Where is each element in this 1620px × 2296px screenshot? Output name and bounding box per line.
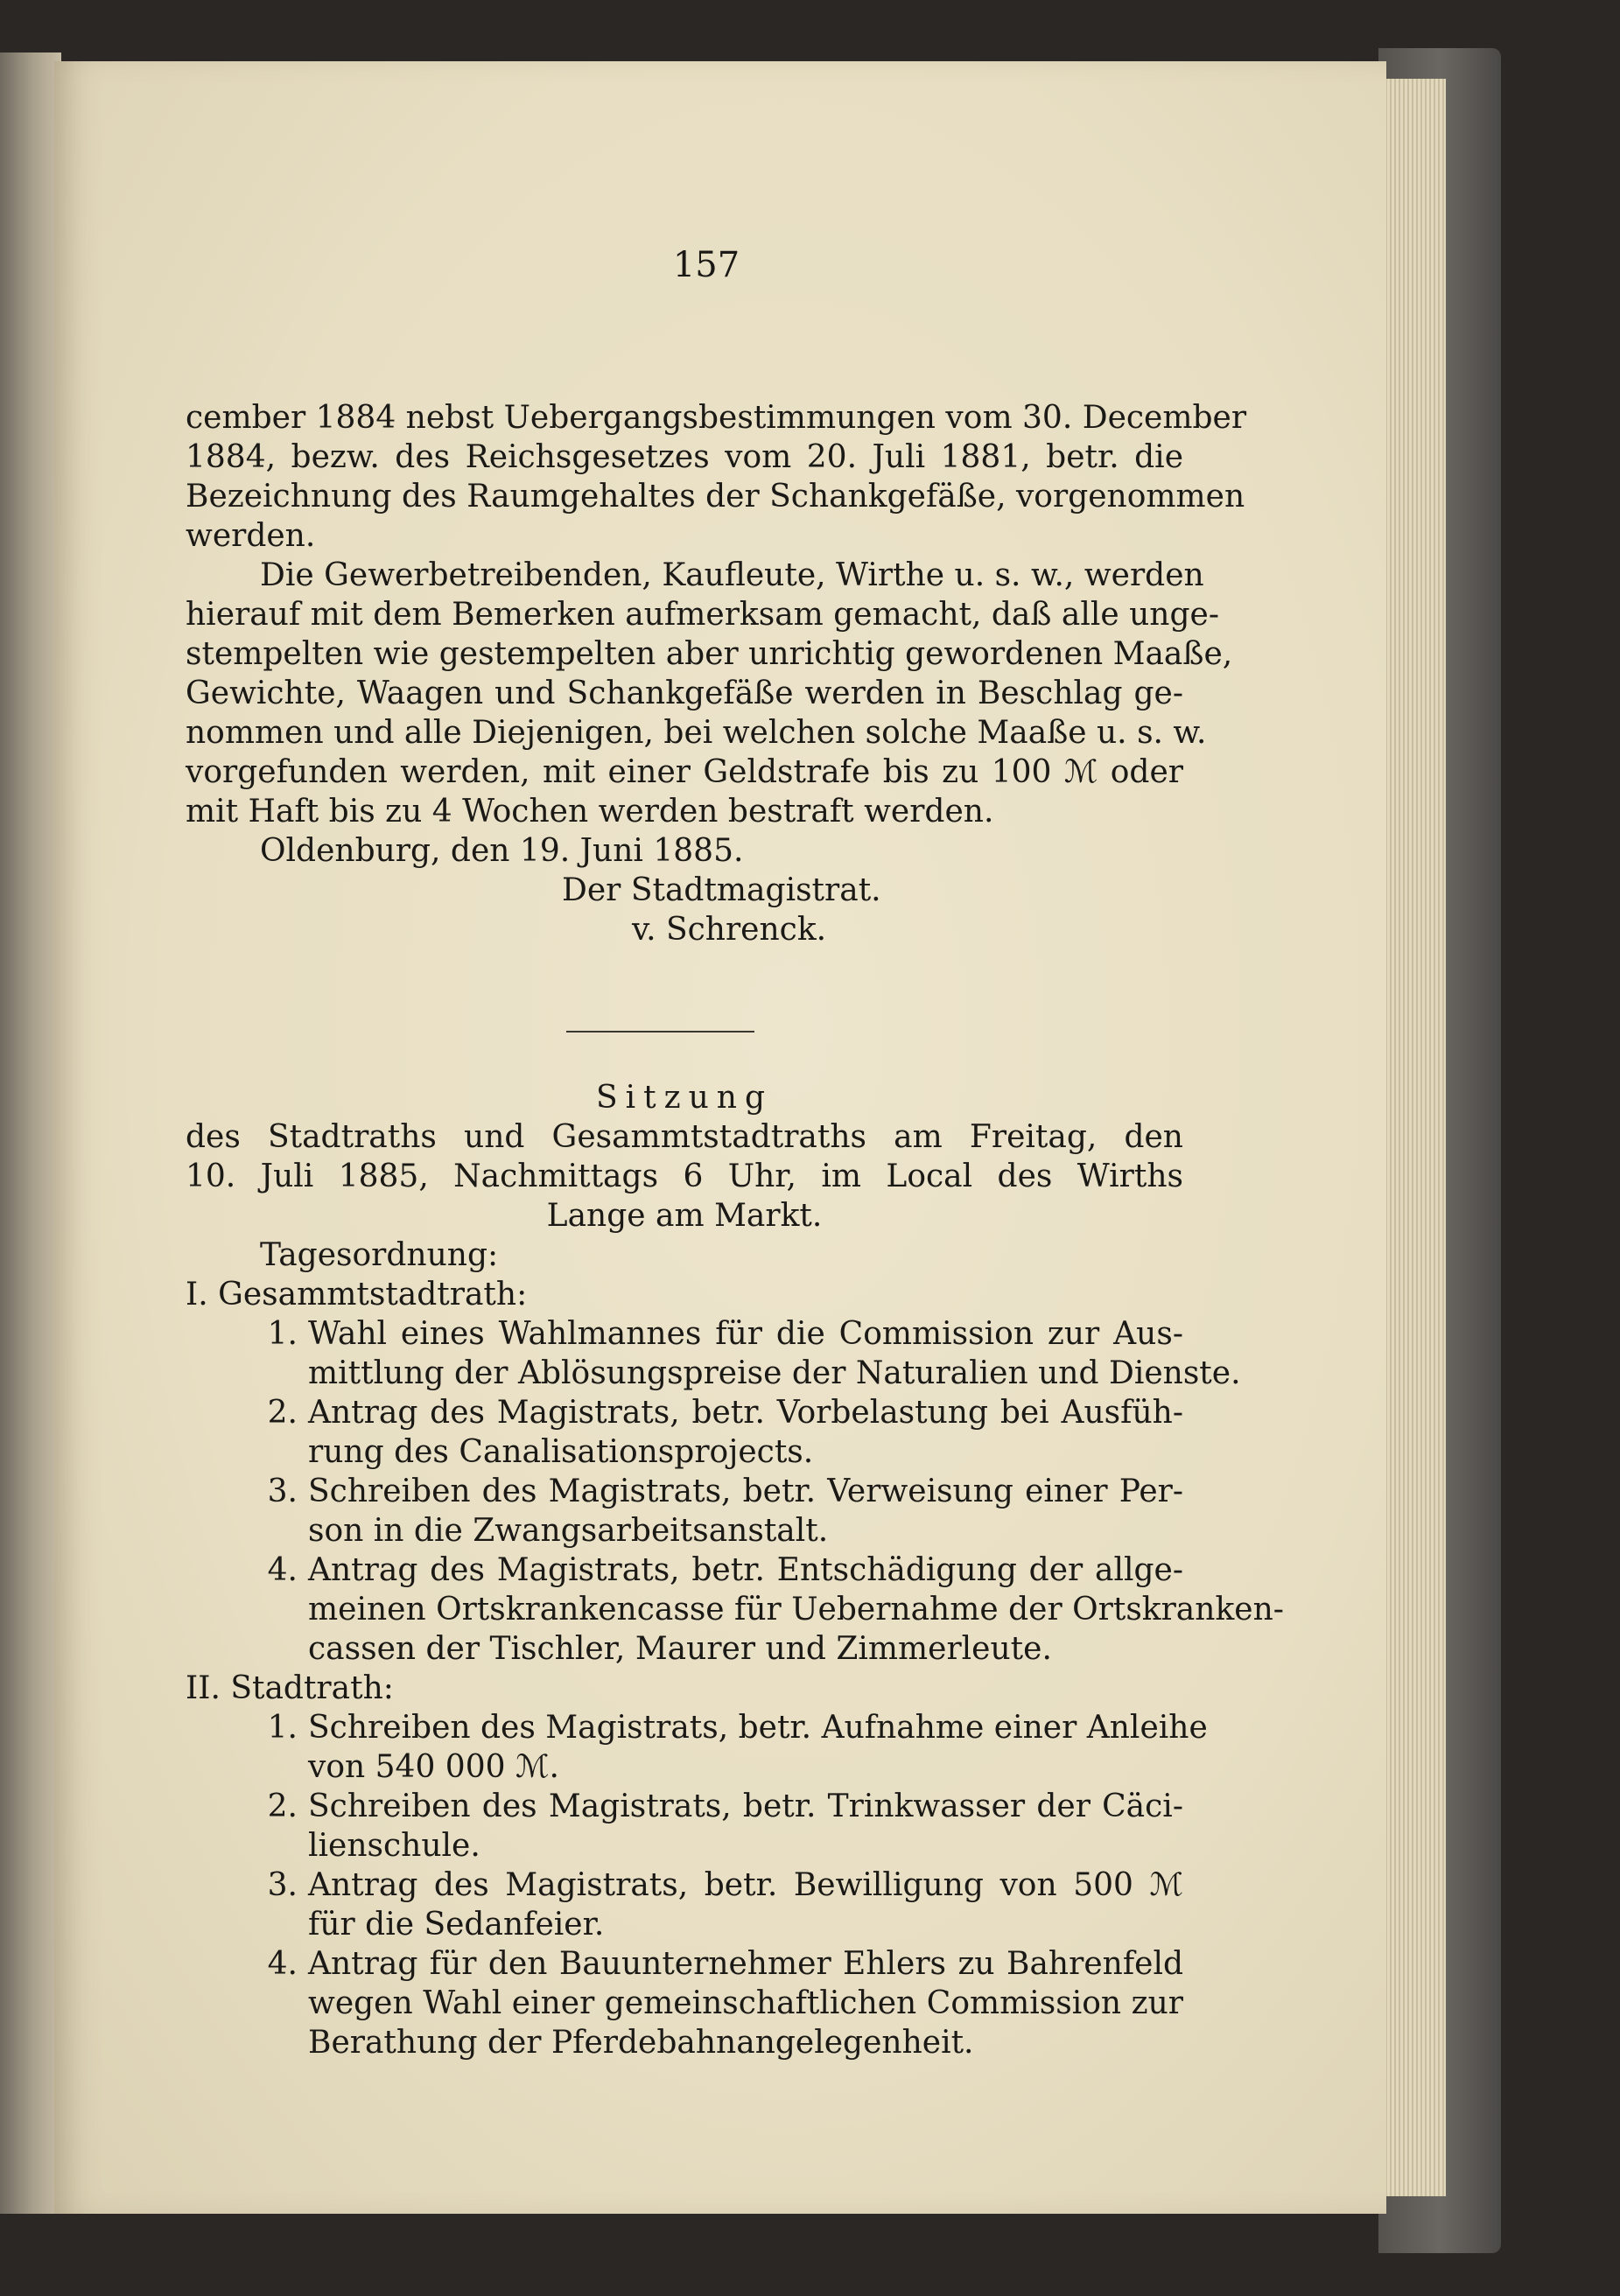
agenda-item bbox=[186, 1787, 1183, 1866]
agenda-item-number: 2. bbox=[267, 1395, 298, 1431]
agenda-item-number: 3. bbox=[267, 1867, 298, 1903]
agenda-item-line: Schreiben des Magistrats, betr. Verweisung einer Per- bbox=[308, 1474, 1183, 1509]
notice-line: Gewichte, Waagen und Schankgefäße werden in Beschlag ge- bbox=[186, 676, 1183, 711]
notice-line: 1884, bezw. des Reichsgesetzes vom 20. Juli 1881, betr. die bbox=[186, 439, 1183, 475]
agenda-item-line: von 540 000 ℳ. bbox=[308, 1749, 559, 1785]
agenda-item-line: wegen Wahl einer gemeinschaftlichen Commission zur bbox=[308, 1985, 1183, 2021]
agenda-list bbox=[186, 1314, 1284, 1669]
notice-line: cember 1884 nebst Uebergangsbestimmungen vom 30. December bbox=[186, 400, 1247, 436]
agenda-item-number: 3. bbox=[267, 1474, 298, 1509]
agenda-item bbox=[186, 1314, 1241, 1393]
agenda-item-line: Antrag des Magistrats, betr. Vorbelastung bei Ausfüh- bbox=[308, 1395, 1183, 1431]
agenda-item-line: Schreiben des Magistrats, betr. Trinkwasser der Cäci- bbox=[308, 1788, 1183, 1824]
agenda-item bbox=[186, 1708, 1208, 1787]
agenda-item-line: Berathung der Pferdebahnangelegenheit. bbox=[308, 2025, 974, 2061]
signatory: v. Schrenck. bbox=[632, 912, 827, 948]
session-intro-line: Lange am Markt. bbox=[546, 1198, 823, 1234]
agenda-item-number: 1. bbox=[267, 1316, 298, 1352]
notice-line: Die Gewerbetreibenden, Kaufleute, Wirthe u. s. w., werden bbox=[260, 557, 1204, 593]
session-intro-line: 10. Juli 1885, Nachmittags 6 Uhr, im Local des Wirths bbox=[186, 1158, 1183, 1194]
agenda-item-line: für die Sedanfeier. bbox=[308, 1907, 605, 1942]
book-page bbox=[54, 61, 1386, 2214]
agenda-item-line: lienschule. bbox=[308, 1828, 480, 1864]
agenda-item-line: Antrag für den Bauunternehmer Ehlers zu Bahrenfeld bbox=[308, 1946, 1183, 1982]
session-text bbox=[186, 1078, 1284, 2062]
page-number: 157 bbox=[672, 245, 740, 285]
agenda-item-line: Schreiben des Magistrats, betr. Aufnahme einer Anleihe bbox=[308, 1710, 1208, 1746]
agenda-item-line: Wahl eines Wahlmannes für die Commission zur Aus- bbox=[308, 1316, 1183, 1352]
authority: Der Stadtmagistrat. bbox=[562, 872, 881, 908]
session-intro-line: des Stadtraths und Gesammtstadtraths am Freitag, den bbox=[186, 1119, 1183, 1155]
place-date: Oldenburg, den 19. Juni 1885. bbox=[260, 833, 744, 869]
notice-line: hierauf mit dem Bemerken aufmerksam gemacht, daß alle unge- bbox=[186, 597, 1220, 633]
agenda-item-number: 2. bbox=[267, 1788, 298, 1824]
agenda-item-line: meinen Ortskrankencasse für Uebernahme der Ortskranken- bbox=[308, 1592, 1284, 1628]
notice-line: vorgefunden werden, mit einer Geldstrafe bis zu 100 ℳ oder bbox=[186, 754, 1183, 790]
agenda-item bbox=[186, 1866, 1183, 1944]
agenda-item-line: Antrag des Magistrats, betr. Bewilligung von 500 ℳ bbox=[308, 1867, 1183, 1903]
notice-line: mit Haft bis zu 4 Wochen werden bestraft werden. bbox=[186, 794, 994, 830]
book-spine-left bbox=[0, 52, 61, 2214]
agenda-item-number: 4. bbox=[267, 1552, 298, 1588]
section-divider bbox=[566, 1031, 754, 1032]
agenda-item-line: son in die Zwangsarbeitsanstalt. bbox=[308, 1513, 829, 1549]
agenda-item-line: mittlung der Ablösungspreise der Naturalien und Dienste. bbox=[308, 1355, 1241, 1391]
notice-line: nommen und alle Diejenigen, bei welchen solche Maaße u. s. w. bbox=[186, 715, 1207, 751]
section-title: I. Gesammtstadtrath: bbox=[186, 1277, 528, 1312]
agenda-item bbox=[186, 1550, 1284, 1669]
session-heading: Sitzung bbox=[595, 1080, 774, 1116]
agenda-item bbox=[186, 1393, 1183, 1472]
agenda-item-number: 1. bbox=[267, 1710, 298, 1746]
page-edges bbox=[1383, 79, 1446, 2196]
agenda-item-line: cassen der Tischler, Maurer und Zimmerleute. bbox=[308, 1631, 1052, 1667]
notice-line: Bezeichnung des Raumgehaltes der Schankgefäße, vorgenommen bbox=[186, 479, 1245, 514]
agenda-label: Tagesordnung: bbox=[260, 1237, 499, 1273]
notice-text bbox=[186, 398, 1247, 949]
section-title: II. Stadtrath: bbox=[186, 1670, 394, 1706]
agenda-item-line: rung des Canalisationsprojects. bbox=[308, 1434, 814, 1470]
agenda-item bbox=[186, 1472, 1183, 1550]
notice-line: stempelten wie gestempelten aber unrichtig gewordenen Maaße, bbox=[186, 636, 1233, 672]
agenda-list bbox=[186, 1708, 1208, 2062]
agenda-item-number: 4. bbox=[267, 1946, 298, 1982]
agenda-item-line: Antrag des Magistrats, betr. Entschädigung der allge- bbox=[308, 1552, 1183, 1588]
agenda-item bbox=[186, 1944, 1183, 2062]
notice-line: werden. bbox=[186, 518, 316, 554]
